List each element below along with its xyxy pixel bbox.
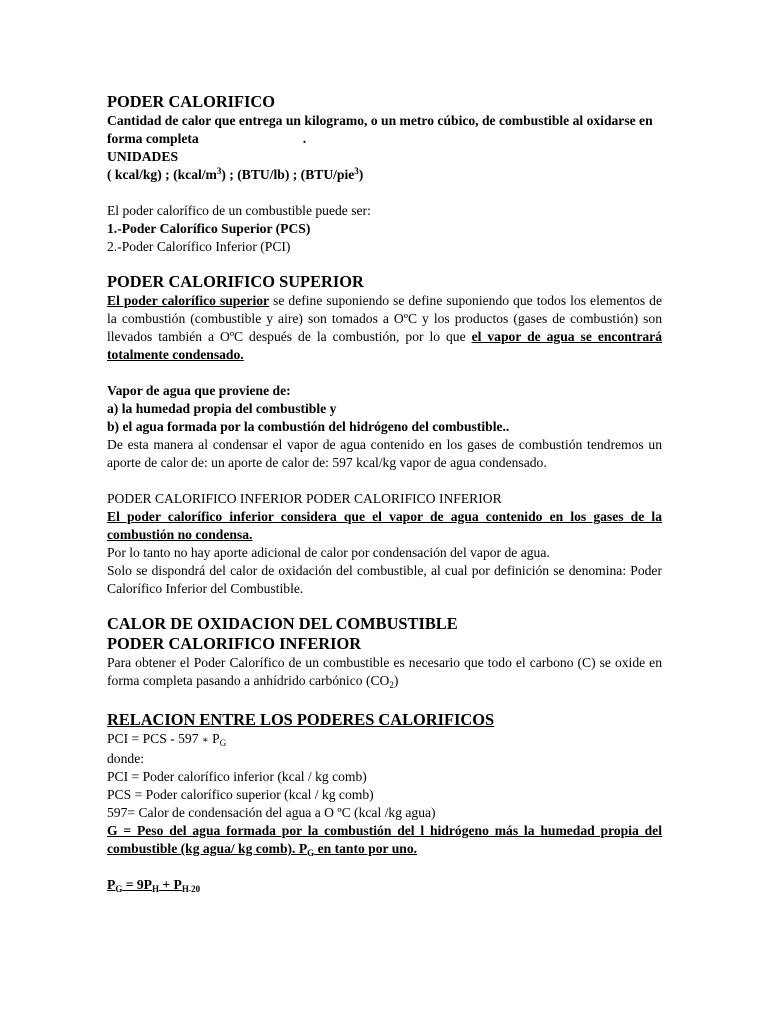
pci-legend: PCI = Poder calorífico inferior (kcal / kg comb) [107, 769, 367, 784]
formula-part: + P [159, 877, 182, 892]
unit-part: ) [358, 167, 364, 182]
pci-text-2: Solo se dispondrá del calor de oxidación del combustible, al cual por definición se denomina: Poder Calorífico Inferior del Combustible. [107, 563, 662, 596]
aporte-text: De esta manera al condensar el vapor de agua contenido en los gases de combustión tendremos un aporte de calor de: un aporte de calor de: 597 kcal/kg vapor de agua condensado. [107, 437, 662, 470]
formula-part: P [107, 877, 116, 892]
unit-exponent: 3 [354, 166, 359, 176]
units-label: UNIDADES [107, 149, 179, 164]
units-list [107, 166, 662, 184]
pcs-emphasis: el vapor de agua se encontrará totalmente condensado. [107, 329, 662, 362]
pcs-definition [107, 292, 662, 364]
multiply-symbol: ∗ [201, 735, 209, 746]
heading-relacion: RELACION ENTRE LOS PODERES CALORIFICOS [107, 710, 495, 729]
unit-part: ) ; (BTU/lb) ; (BTU/pie [221, 167, 355, 182]
c597-legend: 597= Calor de condensación del agua a O ºC (kcal /kg agua) [107, 805, 436, 820]
pci-text-1: Por lo tanto no hay aporte adicional de calor por condensación del vapor de agua. [107, 545, 550, 560]
heading-calor-oxidacion: CALOR DE OXIDACION DEL COMBUSTIBLE [107, 614, 458, 633]
subscript: H [151, 884, 159, 894]
subscript: G [307, 848, 315, 858]
list-item-pci: 2.-Poder Calorífico Inferior (PCI) [107, 239, 291, 254]
subscript: 2 [389, 680, 394, 690]
carbon-symbol: C [582, 655, 592, 670]
vapor-title: Vapor de agua que proviene de: [107, 383, 291, 398]
document-content [107, 92, 662, 894]
g-legend [107, 822, 662, 858]
g-legend-part: G = Peso del agua formada por la combustión del l hidrógeno más la humedad propia del combustible (kg agua/ kg comb). P [107, 823, 662, 856]
heading-poder-calorifico: PODER CALORIFICO [107, 92, 276, 111]
formula-pci [107, 730, 662, 750]
heading-pci-2: PODER CALORIFICO INFERIOR [107, 634, 362, 653]
subscript: H 20 [181, 884, 201, 894]
formula-part: = 9P [122, 877, 152, 892]
formula-part: PCI = PCS - 597 [107, 731, 202, 746]
pcs-text: se define suponiendo se define suponiendo que todos los elementos de la combustión (combustible y aire) son tomados a OºC y los productos (gases de combustión) son llevados también a OºC después de la combustión, por lo que [107, 293, 662, 344]
oxidation-text-part: Para obtener el Poder Calorífico de un combustible es necesario que todo el carbono ( [107, 655, 583, 670]
unit-part: ( kcal/kg) ; (kcal/m [107, 167, 217, 182]
vapor-item-b: b) el agua formada por la combustión del hidrógeno del combustible.. [107, 419, 510, 434]
heading-pci: PODER CALORIFICO INFERIOR PODER CALORIFICO INFERIOR [107, 491, 502, 506]
list-item-pcs: 1.-Poder Calorífico Superior (PCS) [107, 221, 311, 236]
intro-text: El poder calorífico de un combustible puede ser: [107, 203, 371, 218]
oxidation-text [107, 654, 662, 690]
oxidation-text-part: ) [393, 673, 399, 688]
subscript: G [219, 738, 227, 748]
unit-exponent: 3 [216, 166, 222, 176]
pcs-term: El poder calorífico superior [107, 293, 270, 308]
formula-pg [107, 876, 662, 894]
g-legend-part: en tanto por uno. [314, 841, 418, 856]
formula-part: P [208, 731, 220, 746]
oxidation-text-part: ) se oxide en forma completa pasando a anhídrido carbónico (CO [107, 655, 663, 688]
pci-definition: El poder calorífico inferior considera que el vapor de agua contenido en los gases de la combustión no condensa. [107, 509, 662, 542]
pcs-legend: PCS = Poder calorífico superior (kcal / kg comb) [107, 787, 374, 802]
heading-pcs: PODER CALORIFICO SUPERIOR [107, 272, 364, 291]
definition-dot: . [302, 131, 307, 146]
definition-poder-calorifico [107, 112, 662, 148]
subscript: G [115, 884, 123, 894]
definition-text: Cantidad de calor que entrega un kilogramo, o un metro cúbico, de combustible al oxidarse en forma completa [107, 113, 653, 146]
vapor-item-a: a) la humedad propia del combustible y [107, 401, 337, 416]
donde-label: donde: [107, 751, 144, 766]
